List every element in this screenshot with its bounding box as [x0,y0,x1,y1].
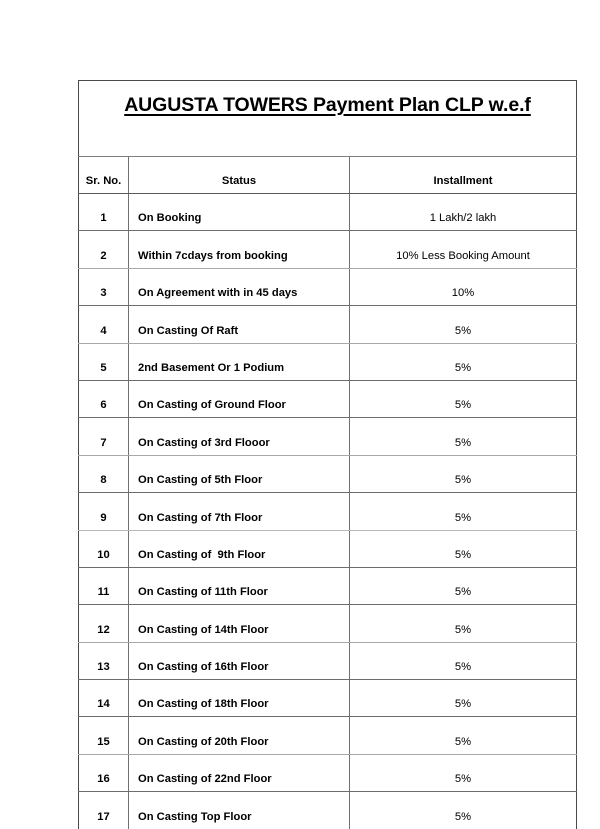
cell-sr-no: 7 [79,418,129,455]
cell-installment: 5% [350,455,577,492]
cell-installment: 5% [350,642,577,679]
cell-sr-no: 5 [79,343,129,380]
table-body [79,194,577,829]
column-header-status: Status [129,157,350,194]
cell-installment: 5% [350,605,577,642]
table-row [79,268,577,305]
column-header-installment: Installment [350,157,577,194]
cell-installment: 5% [350,754,577,791]
cell-sr-no: 2 [79,231,129,268]
table-row [79,380,577,417]
title-row [79,81,577,157]
cell-status: 2nd Basement Or 1 Podium [129,343,350,380]
cell-installment: 5% [350,717,577,754]
cell-installment: 10% [350,268,577,305]
cell-installment: 5% [350,380,577,417]
cell-status: On Casting Top Floor [129,792,350,829]
cell-sr-no: 16 [79,754,129,791]
cell-sr-no: 12 [79,605,129,642]
cell-sr-no: 10 [79,530,129,567]
table-row [79,194,577,231]
table-row [79,343,577,380]
cell-installment: 10% Less Booking Amount [350,231,577,268]
cell-sr-no: 6 [79,380,129,417]
cell-status: On Agreement with in 45 days [129,268,350,305]
cell-status: On Casting of 18th Floor [129,680,350,717]
cell-status: On Booking [129,194,350,231]
cell-installment: 5% [350,306,577,343]
cell-installment: 5% [350,680,577,717]
cell-status: On Casting of 7th Floor [129,493,350,530]
table-row [79,530,577,567]
cell-installment: 1 Lakh/2 lakh [350,194,577,231]
table-header-section [79,157,577,194]
cell-sr-no: 4 [79,306,129,343]
cell-sr-no: 14 [79,680,129,717]
cell-status: On Casting of 14th Floor [129,605,350,642]
cell-sr-no: 17 [79,792,129,829]
cell-installment: 5% [350,567,577,604]
cell-status: On Casting of 5th Floor [129,455,350,492]
cell-installment: 5% [350,418,577,455]
table-row [79,567,577,604]
table-header-row [79,157,577,194]
cell-status: On Casting of 3rd Flooor [129,418,350,455]
column-header-sr-no: Sr. No. [79,157,129,194]
cell-installment: 5% [350,343,577,380]
table-row [79,642,577,679]
table-row [79,455,577,492]
cell-status: On Casting of 20th Floor [129,717,350,754]
cell-sr-no: 11 [79,567,129,604]
cell-sr-no: 8 [79,455,129,492]
cell-sr-no: 13 [79,642,129,679]
table-title-section [79,81,577,157]
table-row [79,680,577,717]
cell-status: On Casting of Ground Floor [129,380,350,417]
cell-status: On Casting of 11th Floor [129,567,350,604]
cell-installment: 5% [350,530,577,567]
document-title: AUGUSTA TOWERS Payment Plan CLP w.e.f [124,94,531,116]
cell-installment: 5% [350,493,577,530]
cell-status: Within 7cdays from booking [129,231,350,268]
cell-sr-no: 1 [79,194,129,231]
table-row [79,306,577,343]
cell-status: On Casting of 16th Floor [129,642,350,679]
payment-plan-table [78,80,577,829]
cell-installment: 5% [454,810,472,823]
table-row [79,493,577,530]
document-title-cell [79,81,577,157]
cell-status: On Casting Of Raft [129,306,350,343]
table-row [79,792,577,829]
table-row [79,754,577,791]
cell-sr-no: 3 [79,268,129,305]
table-row [79,231,577,268]
table-row [79,418,577,455]
table-row [79,717,577,754]
table-row [79,605,577,642]
cell-sr-no: 9 [79,493,129,530]
cell-sr-no: 15 [79,717,129,754]
cell-status: On Casting of 22nd Floor [129,754,350,791]
cell-status: On Casting of 9th Floor [129,530,350,567]
